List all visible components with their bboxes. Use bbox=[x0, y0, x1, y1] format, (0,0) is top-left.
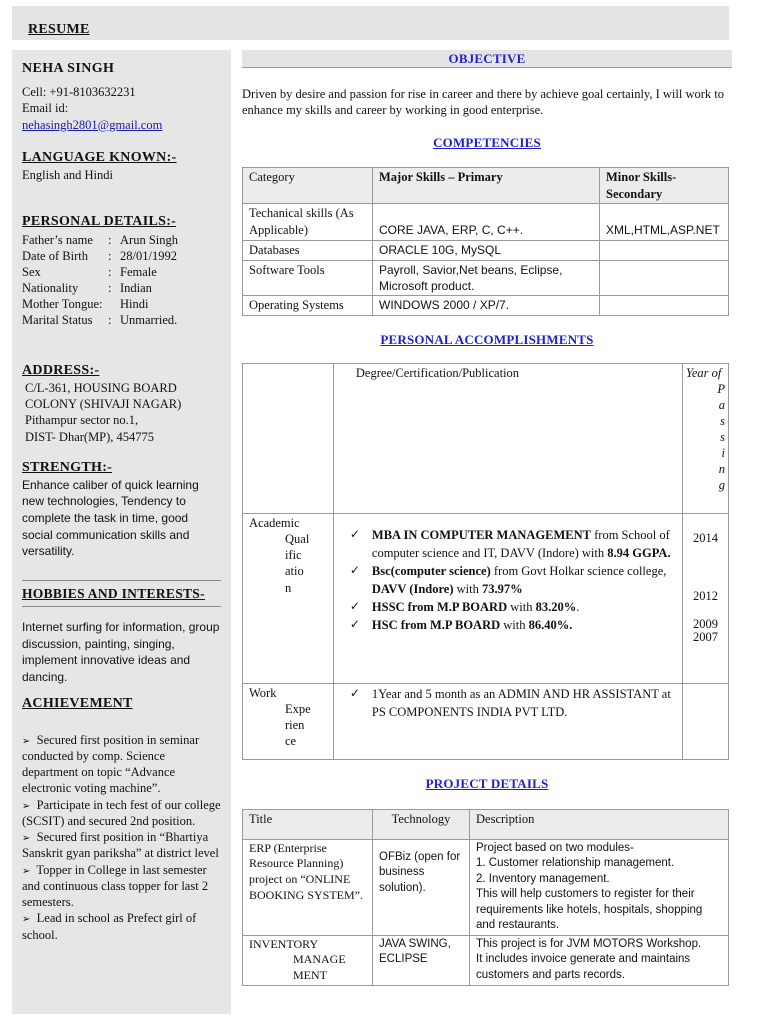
personal-detail-row: Sex : Female bbox=[22, 264, 157, 279]
table-header: Category bbox=[243, 168, 373, 204]
table-cell: Techanical skills (As Applicable) bbox=[243, 203, 373, 240]
year-value: 2007 bbox=[693, 630, 719, 645]
language-text: English and Hindi bbox=[22, 168, 113, 183]
list-item: ✓ Bsc(computer science) from Govt Holkar science college, DAVV (Indore) with 73.97% bbox=[350, 562, 676, 598]
list-item: ✓ HSC from M.P BOARD with 86.40%. bbox=[350, 616, 676, 634]
personal-detail-row: Mother Tongue: Hindi bbox=[22, 296, 149, 311]
table-cell bbox=[243, 363, 334, 513]
check-icon: ✓ bbox=[349, 617, 360, 632]
table-cell: ERP (Enterprise Resource Planning) project on “ONLINE BOOKING SYSTEM”. bbox=[243, 839, 373, 935]
address-block bbox=[22, 380, 221, 445]
accomplishments-table bbox=[242, 363, 729, 760]
table-cell: WINDOWS 2000 / XP/7. bbox=[373, 295, 600, 315]
table-cell bbox=[600, 240, 729, 260]
table-header: Minor Skills-Secondary bbox=[600, 168, 729, 204]
table-row bbox=[243, 295, 729, 315]
achievement-item: ➢ Secured first position in seminar conducted by comp. Science department on topic “Advance electronic voting machine”. bbox=[22, 732, 200, 796]
divider bbox=[22, 606, 221, 607]
table-header: Description bbox=[470, 809, 729, 839]
strength-text: Enhance caliber of quick learning new technologies, Tendency to complete the task in time, good social communication skills and versatility. bbox=[22, 477, 199, 559]
sidebar bbox=[12, 50, 231, 1014]
personal-detail-row: Date of Birth : 28/01/1992 bbox=[22, 248, 177, 263]
objective-bar bbox=[242, 50, 732, 68]
address-heading: ADDRESS:- bbox=[22, 362, 100, 378]
table-cell: XML,HTML,ASP.NET bbox=[600, 203, 729, 240]
strength-heading: STRENGTH:- bbox=[22, 459, 113, 475]
resume-title: RESUME bbox=[28, 22, 90, 37]
table-row bbox=[243, 240, 729, 260]
language-heading: LANGUAGE KNOWN:- bbox=[22, 149, 177, 165]
academic-label-cell bbox=[243, 513, 334, 683]
address-line: C/L-361, HOUSING BOARD bbox=[25, 380, 177, 395]
year-vertical-text: P a s s i n g bbox=[717, 381, 725, 492]
table-header: Major Skills – Primary bbox=[373, 168, 600, 204]
check-icon: ✓ bbox=[349, 685, 360, 700]
competencies-table bbox=[242, 167, 729, 315]
candidate-name: NEHA SINGH bbox=[22, 61, 115, 76]
table-cell bbox=[600, 295, 729, 315]
address-line: DIST- Dhar(MP), 454775 bbox=[25, 429, 155, 444]
table-row bbox=[243, 260, 729, 295]
projects-table bbox=[242, 809, 729, 987]
table-header: Title bbox=[243, 809, 373, 839]
header-band bbox=[12, 6, 729, 40]
address-line: Pithampur sector no.1, bbox=[25, 413, 139, 428]
objective-text: Driven by desire and passion for rise in career and there by achieve goal certainly, I will work to enhance my skills and career by working in good enterprise. bbox=[242, 87, 724, 118]
hobbies-heading: HOBBIES AND INTERESTS- bbox=[22, 585, 205, 601]
table-row bbox=[243, 513, 729, 683]
divider bbox=[22, 580, 221, 581]
achievement-item: ➢ Lead in school as Prefect girl of school. bbox=[22, 911, 197, 942]
table-header-row bbox=[243, 809, 729, 839]
table-row bbox=[243, 935, 729, 985]
work-text-cell bbox=[333, 683, 682, 759]
table-cell: Databases bbox=[243, 240, 373, 260]
arrow-bullet-icon: ➢ bbox=[22, 735, 31, 747]
list-item: ✓ 1Year and 5 month as an ADMIN AND HR ASSISTANT at PS COMPONENTS INDIA PVT LTD. bbox=[350, 685, 676, 721]
table-cell: This project is for JVM MOTORS Workshop. It includes invoice generate and maintains customers and parts records. bbox=[470, 935, 729, 985]
table-cell: ORACLE 10G, MySQL bbox=[373, 240, 600, 260]
personal-detail-row: Father’s name : Arun Singh bbox=[22, 232, 178, 247]
personal-details-list bbox=[22, 232, 221, 328]
arrow-bullet-icon: ➢ bbox=[22, 914, 31, 926]
objective-heading: OBJECTIVE bbox=[448, 51, 526, 66]
table-cell: CORE JAVA, ERP, C, C++. bbox=[373, 203, 600, 240]
table-cell: Operating Systems bbox=[243, 295, 373, 315]
table-row bbox=[243, 203, 729, 240]
table-header: Technology bbox=[373, 809, 470, 839]
table-header-row bbox=[243, 363, 729, 513]
list-item: ✓ MBA IN COMPUTER MANAGEMENT from School of computer science and IT, DAVV (Indore) with 8.94 GGPA. bbox=[350, 526, 676, 562]
email-label: Email id: bbox=[22, 101, 69, 116]
arrow-bullet-icon: ➢ bbox=[22, 865, 31, 877]
check-icon: ✓ bbox=[349, 562, 360, 577]
academic-items-cell bbox=[333, 513, 682, 683]
achievement-item: ➢ Secured first position in “Bhartiya Sanskrit gyan pariksha” at district level bbox=[22, 830, 219, 861]
table-cell: Payroll, Savior,Net beans, Eclipse, Microsoft product. bbox=[373, 260, 600, 295]
accomplishments-heading: PERSONAL ACCOMPLISHMENTS bbox=[380, 331, 594, 347]
inventory-title: INVENTORY MANAGE MENT bbox=[249, 936, 346, 983]
arrow-bullet-icon: ➢ bbox=[22, 800, 31, 812]
table-cell: OFBiz (open for business solution). bbox=[373, 839, 470, 935]
email-link[interactable]: nehasingh2801@gmail.com bbox=[22, 117, 163, 132]
main-content bbox=[242, 50, 732, 986]
phone-number: Cell: +91-8103632231 bbox=[22, 85, 136, 100]
table-header: Year of P a s s i n g bbox=[683, 363, 729, 513]
table-header: Degree/Certification/Publication bbox=[333, 363, 682, 513]
years-cell bbox=[683, 513, 729, 683]
project-details-heading: PROJECT DETAILS bbox=[425, 775, 549, 791]
table-header-row bbox=[243, 168, 729, 204]
arrow-bullet-icon: ➢ bbox=[22, 833, 31, 845]
year-value: 2012 bbox=[693, 588, 719, 603]
achievement-item: ➢ Topper in College in last semester and continuous class topper for last 2 semesters. bbox=[22, 862, 209, 910]
check-icon: ✓ bbox=[349, 526, 360, 541]
check-icon: ✓ bbox=[349, 599, 360, 614]
table-cell bbox=[243, 935, 373, 985]
table-cell bbox=[683, 683, 729, 759]
achievement-item: ➢ Participate in tech fest of our college (SCSIT) and secured 2nd position. bbox=[22, 797, 221, 828]
table-row bbox=[243, 683, 729, 759]
work-label-cell bbox=[243, 683, 334, 759]
year-value: 2014 bbox=[693, 530, 719, 545]
academic-list bbox=[350, 526, 676, 635]
personal-detail-row: Nationality : Indian bbox=[22, 280, 152, 295]
table-cell bbox=[600, 260, 729, 295]
personal-details-heading: PERSONAL DETAILS:- bbox=[22, 214, 177, 230]
hobbies-text: Internet surfing for information, group discussion, painting, singing, implement innovative ideas and dancing. bbox=[22, 620, 220, 684]
table-cell: Software Tools bbox=[243, 260, 373, 295]
achievement-heading: ACHIEVEMENT bbox=[22, 696, 133, 712]
table-cell: JAVA SWING, ECLIPSE bbox=[373, 935, 470, 985]
academic-label: Academic Qual ific atio n bbox=[249, 515, 310, 595]
competencies-heading: COMPETENCIES bbox=[433, 134, 541, 150]
personal-detail-row: Marital Status : Unmarried. bbox=[22, 312, 178, 327]
work-label: Work Expe rien ce bbox=[249, 685, 311, 749]
address-line: COLONY (SHIVAJI NAGAR) bbox=[25, 397, 182, 411]
table-cell: Project based on two modules- 1. Customer relationship management. 2. Inventory management. This will help customers to register for their requirements like hotels, hospitals, shopping and restaurants. bbox=[470, 839, 729, 935]
year-value: 2009 bbox=[693, 617, 719, 632]
table-row bbox=[243, 839, 729, 935]
achievement-list bbox=[22, 732, 221, 943]
list-item: ✓ HSSC from M.P BOARD with 83.20%. bbox=[350, 598, 676, 616]
